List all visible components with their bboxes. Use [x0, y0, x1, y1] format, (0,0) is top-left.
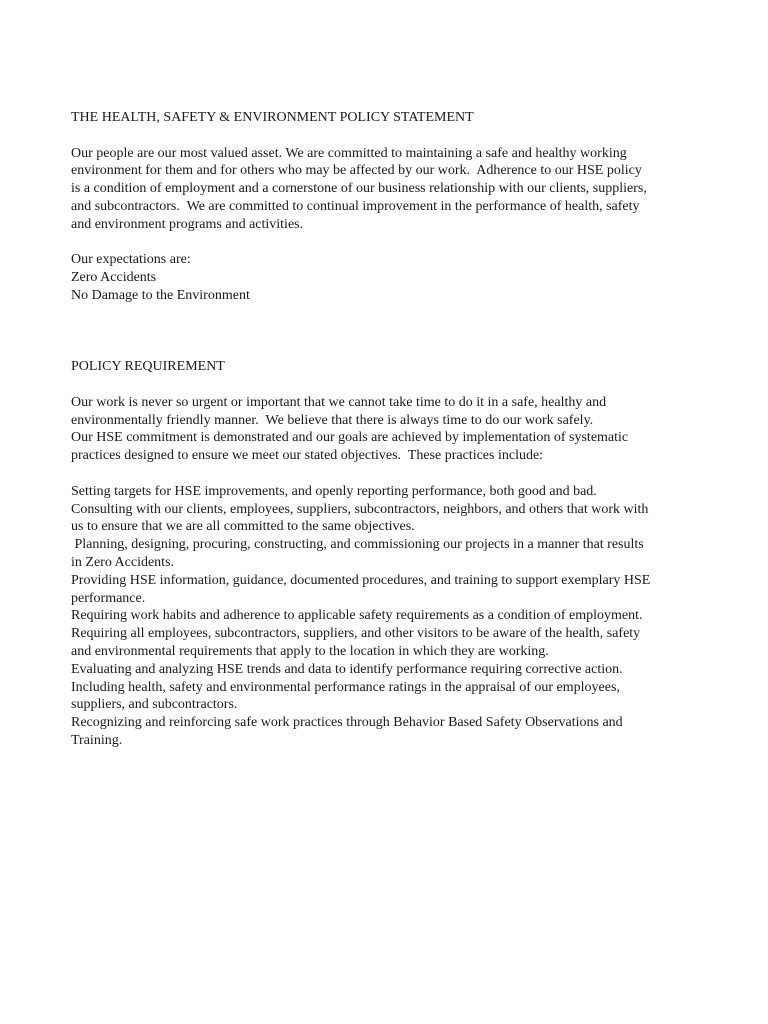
- practice-line: Setting targets for HSE improvements, and openly reporting performance, both good and bad.: [71, 483, 597, 499]
- practice-line: us to ensure that we are all committed to the same objectives.: [71, 519, 415, 535]
- practice-line: Requiring all employees, subcontractors, suppliers, and other visitors to be aware of the health, safety: [71, 626, 641, 642]
- spacer: [71, 127, 701, 145]
- practices-list: [71, 483, 701, 750]
- practice-line: Consulting with our clients, employees, suppliers, subcontractors, neighbors, and others that work with: [71, 501, 649, 517]
- paragraph-line: Our HSE commitment is demonstrated and our goals are achieved by implementation of systematic: [71, 430, 629, 446]
- practice-line: Planning, designing, procuring, constructing, and commissioning our projects in a manner that results: [71, 537, 644, 553]
- paragraph-line: and environment programs and activities.: [71, 216, 304, 232]
- spacer: [71, 376, 701, 394]
- paragraph-line: practices designed to ensure we meet our stated objectives. These practices include:: [71, 448, 544, 464]
- policy-statement-paragraph: [71, 145, 701, 234]
- policy-requirement-title: POLICY REQUIREMENT: [71, 359, 225, 375]
- paragraph-line: environment for them and for others who may be affected by our work. Adherence to our HSE policy: [71, 163, 642, 179]
- practice-line: and environmental requirements that apply to the location in which they are working.: [71, 643, 549, 659]
- practice-line: Including health, safety and environmental performance ratings in the appraisal of our employees,: [71, 679, 620, 695]
- expectations-block: [71, 251, 701, 304]
- paragraph-line: is a condition of employment and a cornerstone of our business relationship with our clients, suppliers,: [71, 181, 647, 197]
- practice-line: performance.: [71, 590, 146, 606]
- expectation-item: Zero Accidents: [71, 270, 157, 286]
- practice-line: Training.: [71, 732, 123, 748]
- practice-line: Evaluating and analyzing HSE trends and data to identify performance requiring corrective action.: [71, 661, 623, 677]
- spacer: [71, 234, 701, 252]
- practice-line: in Zero Accidents.: [71, 554, 175, 570]
- policy-requirement-intro: [71, 394, 701, 465]
- paragraph-line: and subcontractors. We are committed to continual improvement in the performance of health, safety: [71, 198, 640, 214]
- practice-line: suppliers, and subcontractors.: [71, 697, 238, 713]
- practice-line: Providing HSE information, guidance, documented procedures, and training to support exemplary HSE: [71, 572, 651, 588]
- practice-line: Recognizing and reinforcing safe work practices through Behavior Based Safety Observations and: [71, 715, 623, 731]
- paragraph-line: environmentally friendly manner. We believe that there is always time to do our work safely.: [71, 412, 594, 428]
- expectations-intro: Our expectations are:: [71, 252, 191, 268]
- spacer: [71, 305, 701, 358]
- paragraph-line: Our work is never so urgent or important that we cannot take time to do it in a safe, healthy and: [71, 394, 607, 410]
- spacer: [71, 465, 701, 483]
- expectation-item: No Damage to the Environment: [71, 287, 250, 303]
- practice-line: Requiring work habits and adherence to applicable safety requirements as a condition of employment.: [71, 608, 643, 624]
- document-body: [71, 109, 701, 750]
- policy-statement-title: THE HEALTH, SAFETY & ENVIRONMENT POLICY STATEMENT: [71, 110, 474, 125]
- paragraph-line: Our people are our most valued asset. We are committed to maintaining a safe and healthy working: [71, 145, 627, 161]
